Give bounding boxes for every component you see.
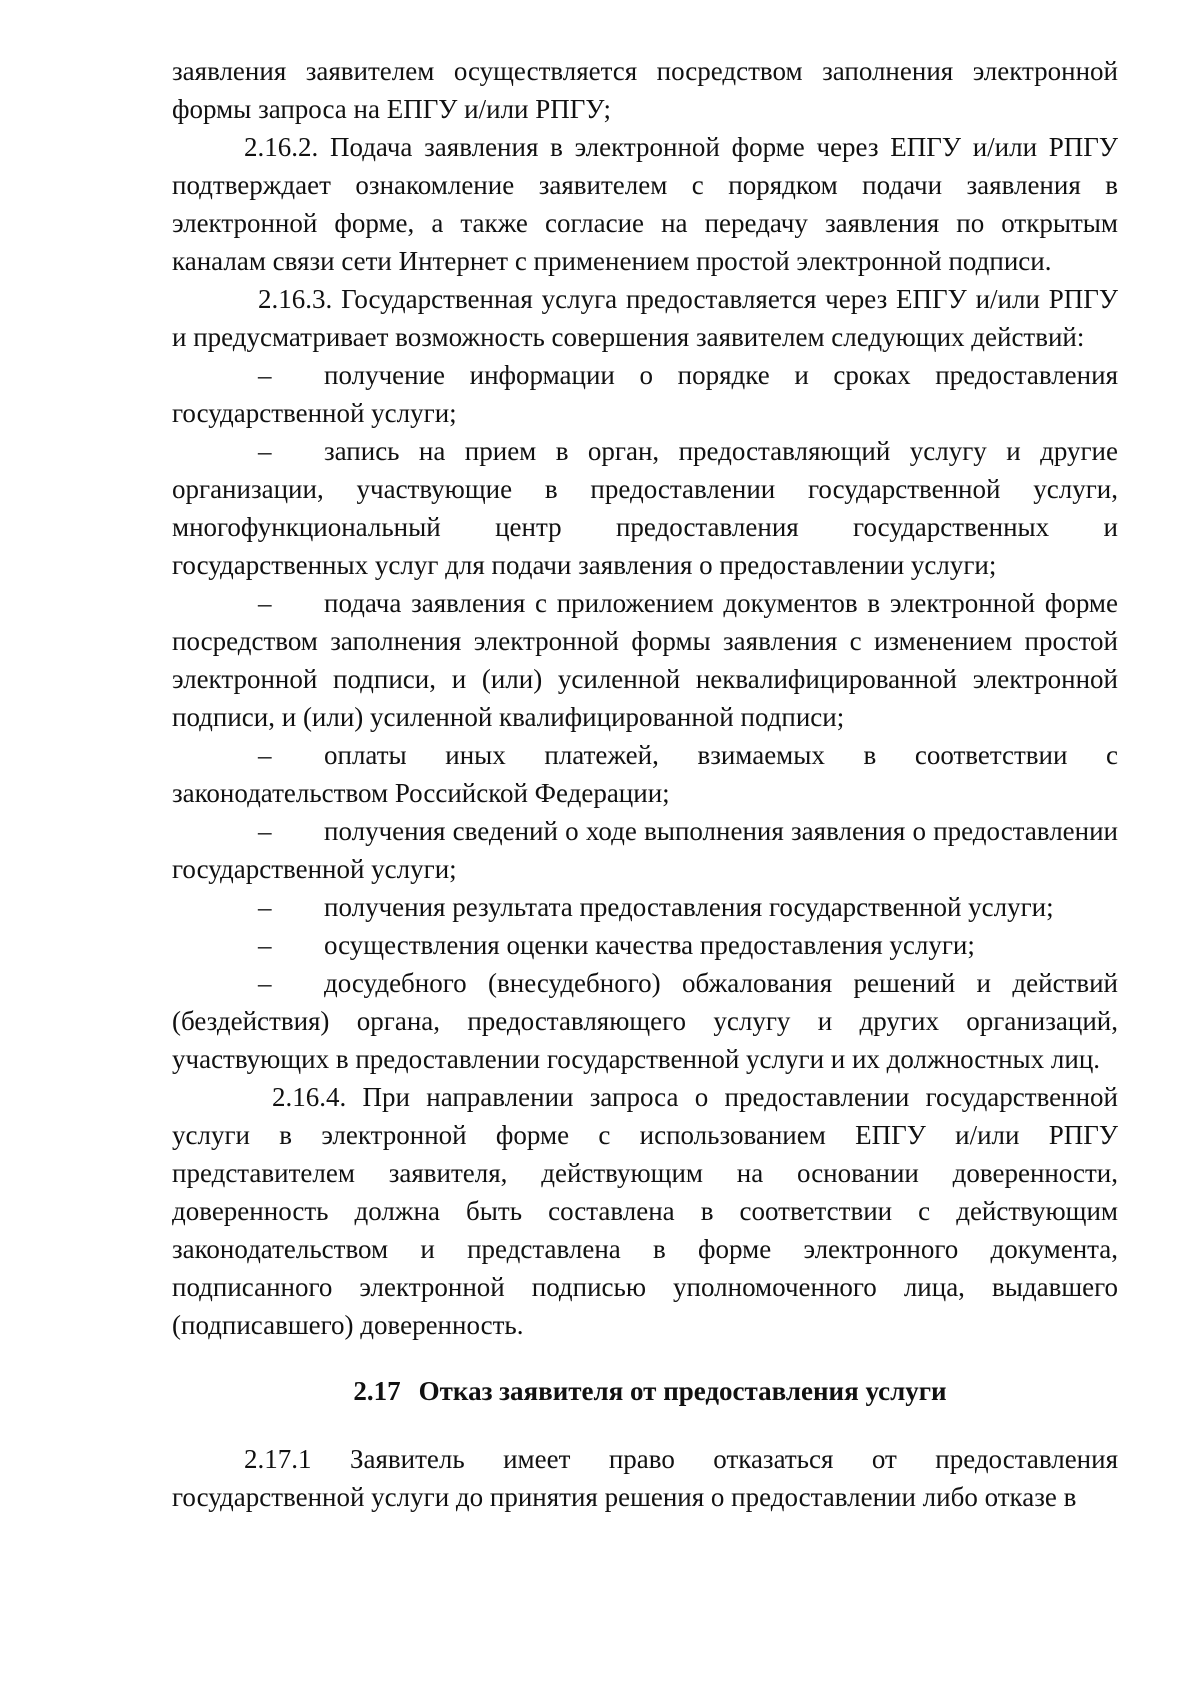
list-item [172, 736, 1118, 812]
actions-list [172, 356, 1118, 1078]
list-dash: – [258, 968, 272, 998]
list-item [172, 584, 1118, 736]
list-item [172, 356, 1118, 432]
paragraph-2-16-3: 2.16.3. Государственная услуга предоставляется через ЕПГУ и/или РПГУ и предусматривает возможность совершения заявителем следующих действий: [172, 284, 1118, 352]
list-item-text: оплаты иных платежей, взимаемых в соответствии с законодательством Российской Федерации; [172, 740, 1118, 808]
list-dash: – [258, 740, 272, 770]
section-number: 2.17 [353, 1376, 401, 1406]
list-dash: – [258, 816, 272, 846]
list-item-text: запись на прием в орган, предоставляющий услугу и другие организации, участвующие в предоставлении государственной услуги, многофункциональный центр предоставления государственных и государственных услуг для подачи заявления о предоставлении услуги; [172, 436, 1118, 580]
list-dash: – [258, 360, 272, 390]
list-item [172, 926, 1118, 964]
document-page [172, 52, 1118, 1516]
list-dash: – [258, 930, 272, 960]
section-heading [172, 1372, 1118, 1410]
list-item-text: получения сведений о ходе выполнения заявления о предоставлении государственной услуги; [172, 816, 1118, 884]
paragraph-2-17-1: 2.17.1 Заявитель имеет право отказаться от предоставления государственной услуги до принятия решения о предоставлении либо отказе в [172, 1444, 1118, 1512]
paragraph-2-16-4: 2.16.4. При направлении запроса о предоставлении государственной услуги в электронной форме с использованием ЕПГУ и/или РПГУ представителем заявителя, действующим на основании доверенности, доверенность должна быть составлена в соответствии с действующим законодательством и представлена в форме электронного документа, подписанного электронной подписью уполномоченного лица, выдавшего (подписавшего) доверенность. [172, 1082, 1118, 1340]
section-title: Отказ заявителя от предоставления услуги [418, 1376, 947, 1406]
list-dash: – [258, 892, 272, 922]
list-item [172, 888, 1118, 926]
list-dash: – [258, 436, 272, 466]
list-item-text: подача заявления с приложением документов в электронной форме посредством заполнения электронной формы заявления с изменением простой электронной подписи, и (или) усиленной неквалифицированной электронной подписи, и (или) усиленной квалифицированной подписи; [172, 588, 1118, 732]
list-item-text: получение информации о порядке и сроках предоставления государственной услуги; [172, 360, 1118, 428]
paragraph-continuation: заявления заявителем осуществляется посредством заполнения электронной формы запроса на ЕПГУ и/или РПГУ; [172, 56, 1118, 124]
paragraph-2-16-2: 2.16.2. Подача заявления в электронной форме через ЕПГУ и/или РПГУ подтверждает ознакомление заявителем с порядком подачи заявления в электронной форме, а также согласие на передачу заявления по открытым каналам связи сети Интернет с применением простой электронной подписи. [172, 132, 1118, 276]
list-dash: – [258, 588, 272, 618]
list-item-text: досудебного (внесудебного) обжалования решений и действий (бездействия) органа, предоставляющего услугу и других организаций, участвующих в предоставлении государственной услуги и их должностных лиц. [172, 968, 1118, 1074]
list-item [172, 432, 1118, 584]
list-item [172, 812, 1118, 888]
list-item-text: осуществления оценки качества предоставления услуги; [324, 930, 975, 960]
list-item-text: получения результата предоставления государственной услуги; [324, 892, 1054, 922]
list-item [172, 964, 1118, 1078]
